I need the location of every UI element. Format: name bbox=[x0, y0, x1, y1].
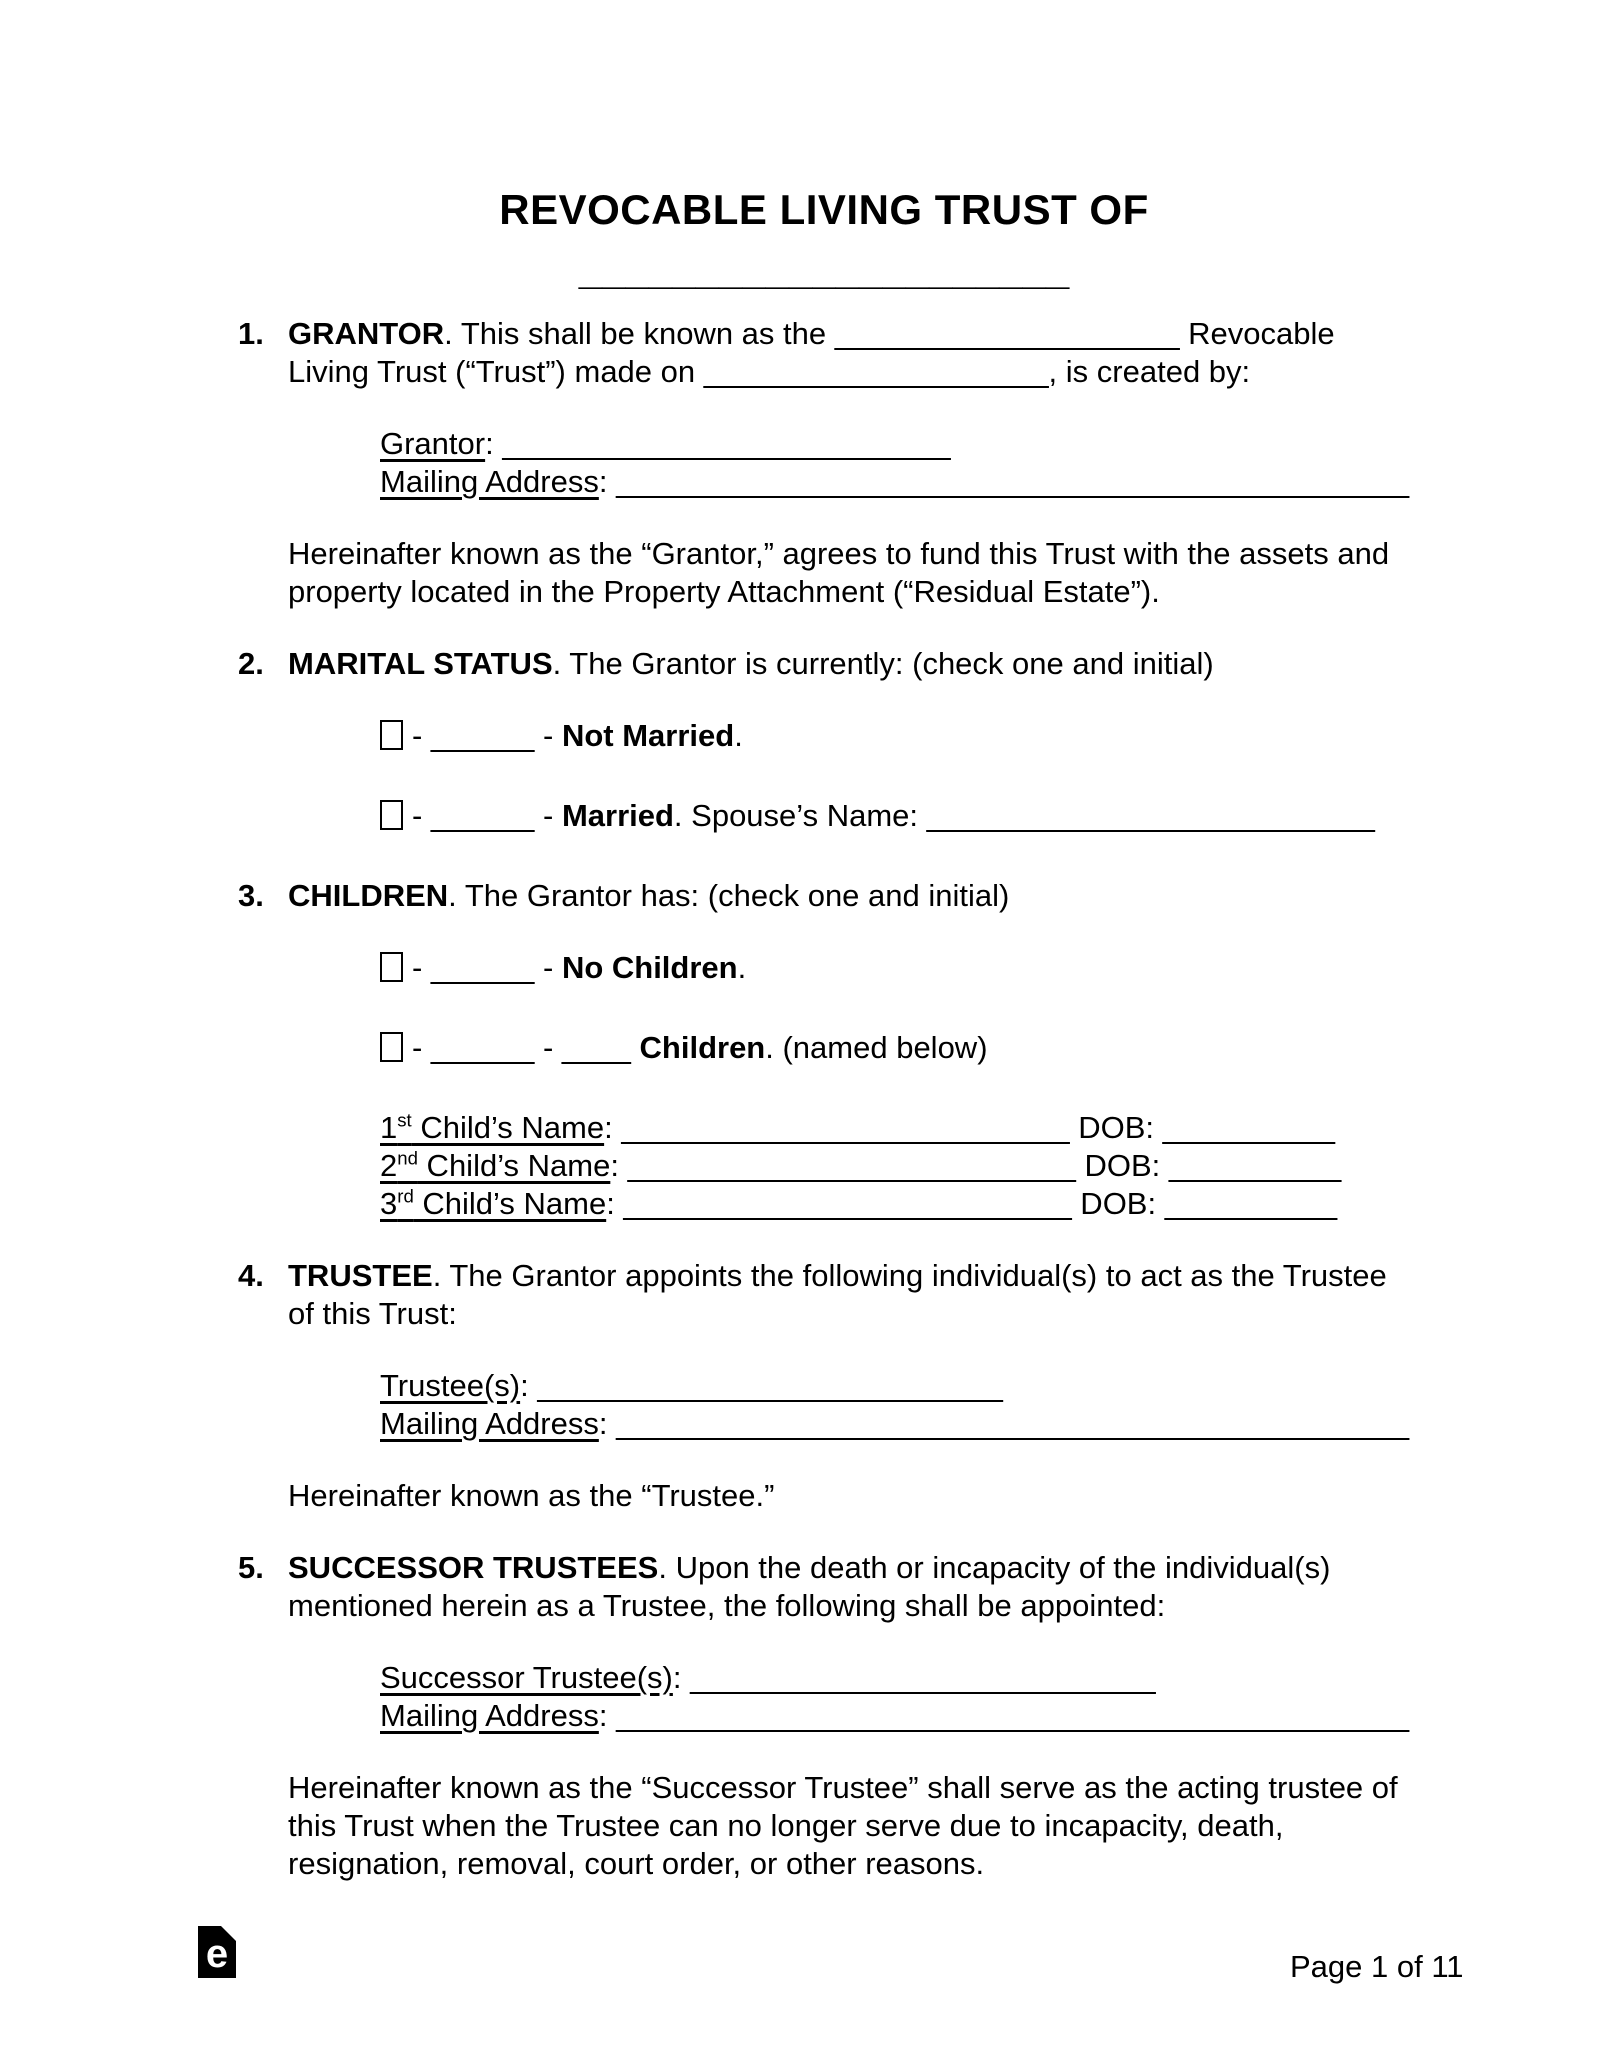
eforms-logo-letter: e bbox=[205, 1932, 229, 1976]
heading-line bbox=[288, 315, 1410, 353]
trustee-blank: ___________________________ bbox=[537, 1368, 1003, 1403]
successor-trustee-field-row bbox=[288, 1659, 1410, 1697]
section-body bbox=[288, 645, 1410, 877]
section-heading-block bbox=[288, 315, 1410, 391]
option-married bbox=[288, 797, 1410, 835]
mailing-address-field-row bbox=[288, 1697, 1410, 1735]
dob-label: DOB: bbox=[1071, 1186, 1165, 1221]
section-body bbox=[288, 1257, 1410, 1549]
section-trustee bbox=[238, 1257, 1410, 1549]
successor-trustee-fields bbox=[288, 1659, 1410, 1735]
heading-line2: Living Trust (“Trust”) made on ____________________, is created by: bbox=[288, 354, 1251, 389]
trustee-field-row bbox=[288, 1367, 1410, 1405]
child-label-rest: Child’s Name bbox=[413, 1186, 607, 1221]
field-sep: : bbox=[598, 1698, 617, 1733]
grantor-field-row bbox=[288, 425, 1410, 463]
child-ordinal-suffix: st bbox=[397, 1109, 412, 1131]
section-grantor bbox=[238, 315, 1410, 645]
paragraph-line: Hereinafter known as the “Grantor,” agrees to fund this Trust with the assets and bbox=[288, 536, 1390, 571]
option-label: No Children bbox=[561, 950, 738, 985]
page-number: Page 1 of 11 bbox=[1290, 1949, 1464, 1984]
heading-rest: . The Grantor appoints the following individual(s) to act as the Trustee bbox=[432, 1258, 1387, 1293]
grantor-label: Grantor bbox=[380, 426, 486, 461]
mailing-address-field-row bbox=[288, 1405, 1410, 1443]
option-pre: - ______ - bbox=[412, 950, 562, 985]
dob-label: DOB: bbox=[1075, 1148, 1169, 1183]
option-label: Married bbox=[561, 798, 674, 833]
child-row-1 bbox=[288, 1109, 1410, 1147]
child-ordinal: 2 bbox=[380, 1148, 398, 1183]
section-body bbox=[288, 315, 1410, 645]
section-heading-block bbox=[288, 1549, 1410, 1625]
option-no-children bbox=[288, 949, 1410, 987]
field-sep: : bbox=[672, 1660, 691, 1695]
option-label: Not Married bbox=[561, 718, 735, 753]
dob-blank: __________ bbox=[1164, 1186, 1338, 1221]
field-sep: : bbox=[598, 464, 617, 499]
heading-text: MARITAL STATUS bbox=[288, 646, 553, 681]
mailing-address-blank: ______________________________________________ bbox=[616, 1406, 1410, 1441]
successor-trustee-label: Successor Trustee(s) bbox=[380, 1660, 673, 1695]
paragraph-line: property located in the Property Attachment (“Residual Estate”). bbox=[288, 574, 1160, 609]
mailing-address-blank: ______________________________________________ bbox=[616, 464, 1410, 499]
heading-text: TRUSTEE bbox=[288, 1258, 433, 1293]
heading-line bbox=[288, 1549, 1410, 1587]
section-number: 2. bbox=[238, 646, 264, 681]
field-sep: : bbox=[606, 1186, 624, 1221]
heading-line bbox=[288, 1257, 1410, 1295]
section-number: 4. bbox=[238, 1258, 264, 1293]
heading-text: GRANTOR bbox=[288, 316, 445, 351]
child-name-blank: __________________________ bbox=[621, 1110, 1070, 1145]
mailing-address-label: Mailing Address bbox=[380, 1406, 599, 1441]
option-post: . (named below) bbox=[765, 1030, 988, 1065]
option-post: . bbox=[734, 718, 743, 753]
checkbox-icon[interactable] bbox=[380, 800, 403, 830]
child-name-blank: __________________________ bbox=[627, 1148, 1076, 1183]
section-heading-block bbox=[288, 877, 1410, 915]
child-label bbox=[380, 1110, 604, 1145]
section-heading-block bbox=[288, 645, 1410, 683]
page-title: REVOCABLE LIVING TRUST OF bbox=[499, 186, 1149, 233]
dob-blank: __________ bbox=[1162, 1110, 1336, 1145]
heading-line bbox=[288, 877, 1410, 915]
heading-line2: mentioned herein as a Trustee, the following shall be appointed: bbox=[288, 1588, 1166, 1623]
field-sep: : bbox=[604, 1110, 622, 1145]
section-successor-trustees bbox=[238, 1549, 1410, 1917]
heading-rest: . This shall be known as the ____________________ Revocable bbox=[444, 316, 1335, 351]
option-post: . bbox=[737, 950, 747, 985]
checkbox-icon[interactable] bbox=[380, 1032, 403, 1062]
field-sep: : bbox=[598, 1406, 617, 1441]
successor-trustee-paragraph bbox=[288, 1769, 1410, 1883]
dob-label: DOB: bbox=[1069, 1110, 1163, 1145]
option-label: Children bbox=[639, 1030, 766, 1065]
heading-line bbox=[288, 645, 1410, 683]
section-children bbox=[238, 877, 1410, 1257]
section-number: 5. bbox=[238, 1550, 264, 1585]
child-label-rest: Child’s Name bbox=[411, 1110, 605, 1145]
mailing-address-blank: ______________________________________________ bbox=[616, 1698, 1410, 1733]
section-number: 3. bbox=[238, 878, 264, 913]
child-name-blank: __________________________ bbox=[623, 1186, 1072, 1221]
paragraph-line: this Trust when the Trustee can no longer serve due to incapacity, death, bbox=[288, 1808, 1284, 1843]
paragraph-line: resignation, removal, court order, or other reasons. bbox=[288, 1846, 985, 1881]
eforms-logo bbox=[198, 1926, 236, 1978]
child-label bbox=[380, 1148, 610, 1183]
sections bbox=[238, 315, 1410, 1917]
child-label-rest: Child’s Name bbox=[417, 1148, 611, 1183]
heading-line2: of this Trust: bbox=[288, 1296, 457, 1331]
heading-text: SUCCESSOR TRUSTEES bbox=[288, 1550, 659, 1585]
paragraph-line: Hereinafter known as the “Trustee.” bbox=[288, 1478, 775, 1513]
heading-rest: . Upon the death or incapacity of the individual(s) bbox=[658, 1550, 1331, 1585]
mailing-address-field-row bbox=[288, 463, 1410, 501]
section-body bbox=[288, 1549, 1410, 1917]
section-number: 1. bbox=[238, 316, 264, 351]
children-names bbox=[288, 1109, 1410, 1223]
field-sep: : bbox=[520, 1368, 538, 1403]
section-body bbox=[288, 877, 1410, 1257]
checkbox-icon[interactable] bbox=[380, 720, 403, 750]
child-label bbox=[380, 1186, 606, 1221]
child-ordinal: 1 bbox=[380, 1110, 398, 1145]
successor-trustee-blank: ___________________________ bbox=[690, 1660, 1156, 1695]
grantor-fields bbox=[288, 425, 1410, 501]
option-pre: - ______ - bbox=[412, 718, 562, 753]
option-pre: - ______ - bbox=[412, 798, 562, 833]
child-ordinal: 3 bbox=[380, 1186, 398, 1221]
dob-blank: __________ bbox=[1168, 1148, 1342, 1183]
field-sep: : bbox=[610, 1148, 628, 1183]
grantor-blank: __________________________ bbox=[502, 426, 951, 461]
child-row-3 bbox=[288, 1185, 1410, 1223]
option-post: . Spouse’s Name: __________________________ bbox=[673, 798, 1375, 833]
mailing-address-label: Mailing Address bbox=[380, 1698, 599, 1733]
trust-name-blank: _____________________ bbox=[578, 246, 1070, 293]
child-ordinal-suffix: rd bbox=[397, 1185, 414, 1207]
mailing-address-label: Mailing Address bbox=[380, 464, 599, 499]
checkbox-icon[interactable] bbox=[380, 952, 403, 982]
paragraph-line: Hereinafter known as the “Successor Trustee” shall serve as the acting trustee of bbox=[288, 1770, 1398, 1805]
grantor-paragraph bbox=[288, 535, 1410, 611]
heading-text: CHILDREN bbox=[288, 878, 449, 913]
option-pre: - ______ - ____ bbox=[412, 1030, 640, 1065]
trustee-paragraph bbox=[288, 1477, 1410, 1515]
option-not-married bbox=[288, 717, 1410, 755]
child-row-2 bbox=[288, 1147, 1410, 1185]
field-sep: : bbox=[485, 426, 503, 461]
heading-rest: . The Grantor has: (check one and initial) bbox=[448, 878, 1010, 913]
heading-rest: . The Grantor is currently: (check one and initial) bbox=[552, 646, 1214, 681]
option-has-children bbox=[288, 1029, 1410, 1067]
trustee-fields bbox=[288, 1367, 1410, 1443]
section-marital-status bbox=[238, 645, 1410, 877]
section-heading-block bbox=[288, 1257, 1410, 1333]
child-ordinal-suffix: nd bbox=[397, 1147, 418, 1169]
trustee-label: Trustee(s) bbox=[380, 1368, 521, 1403]
